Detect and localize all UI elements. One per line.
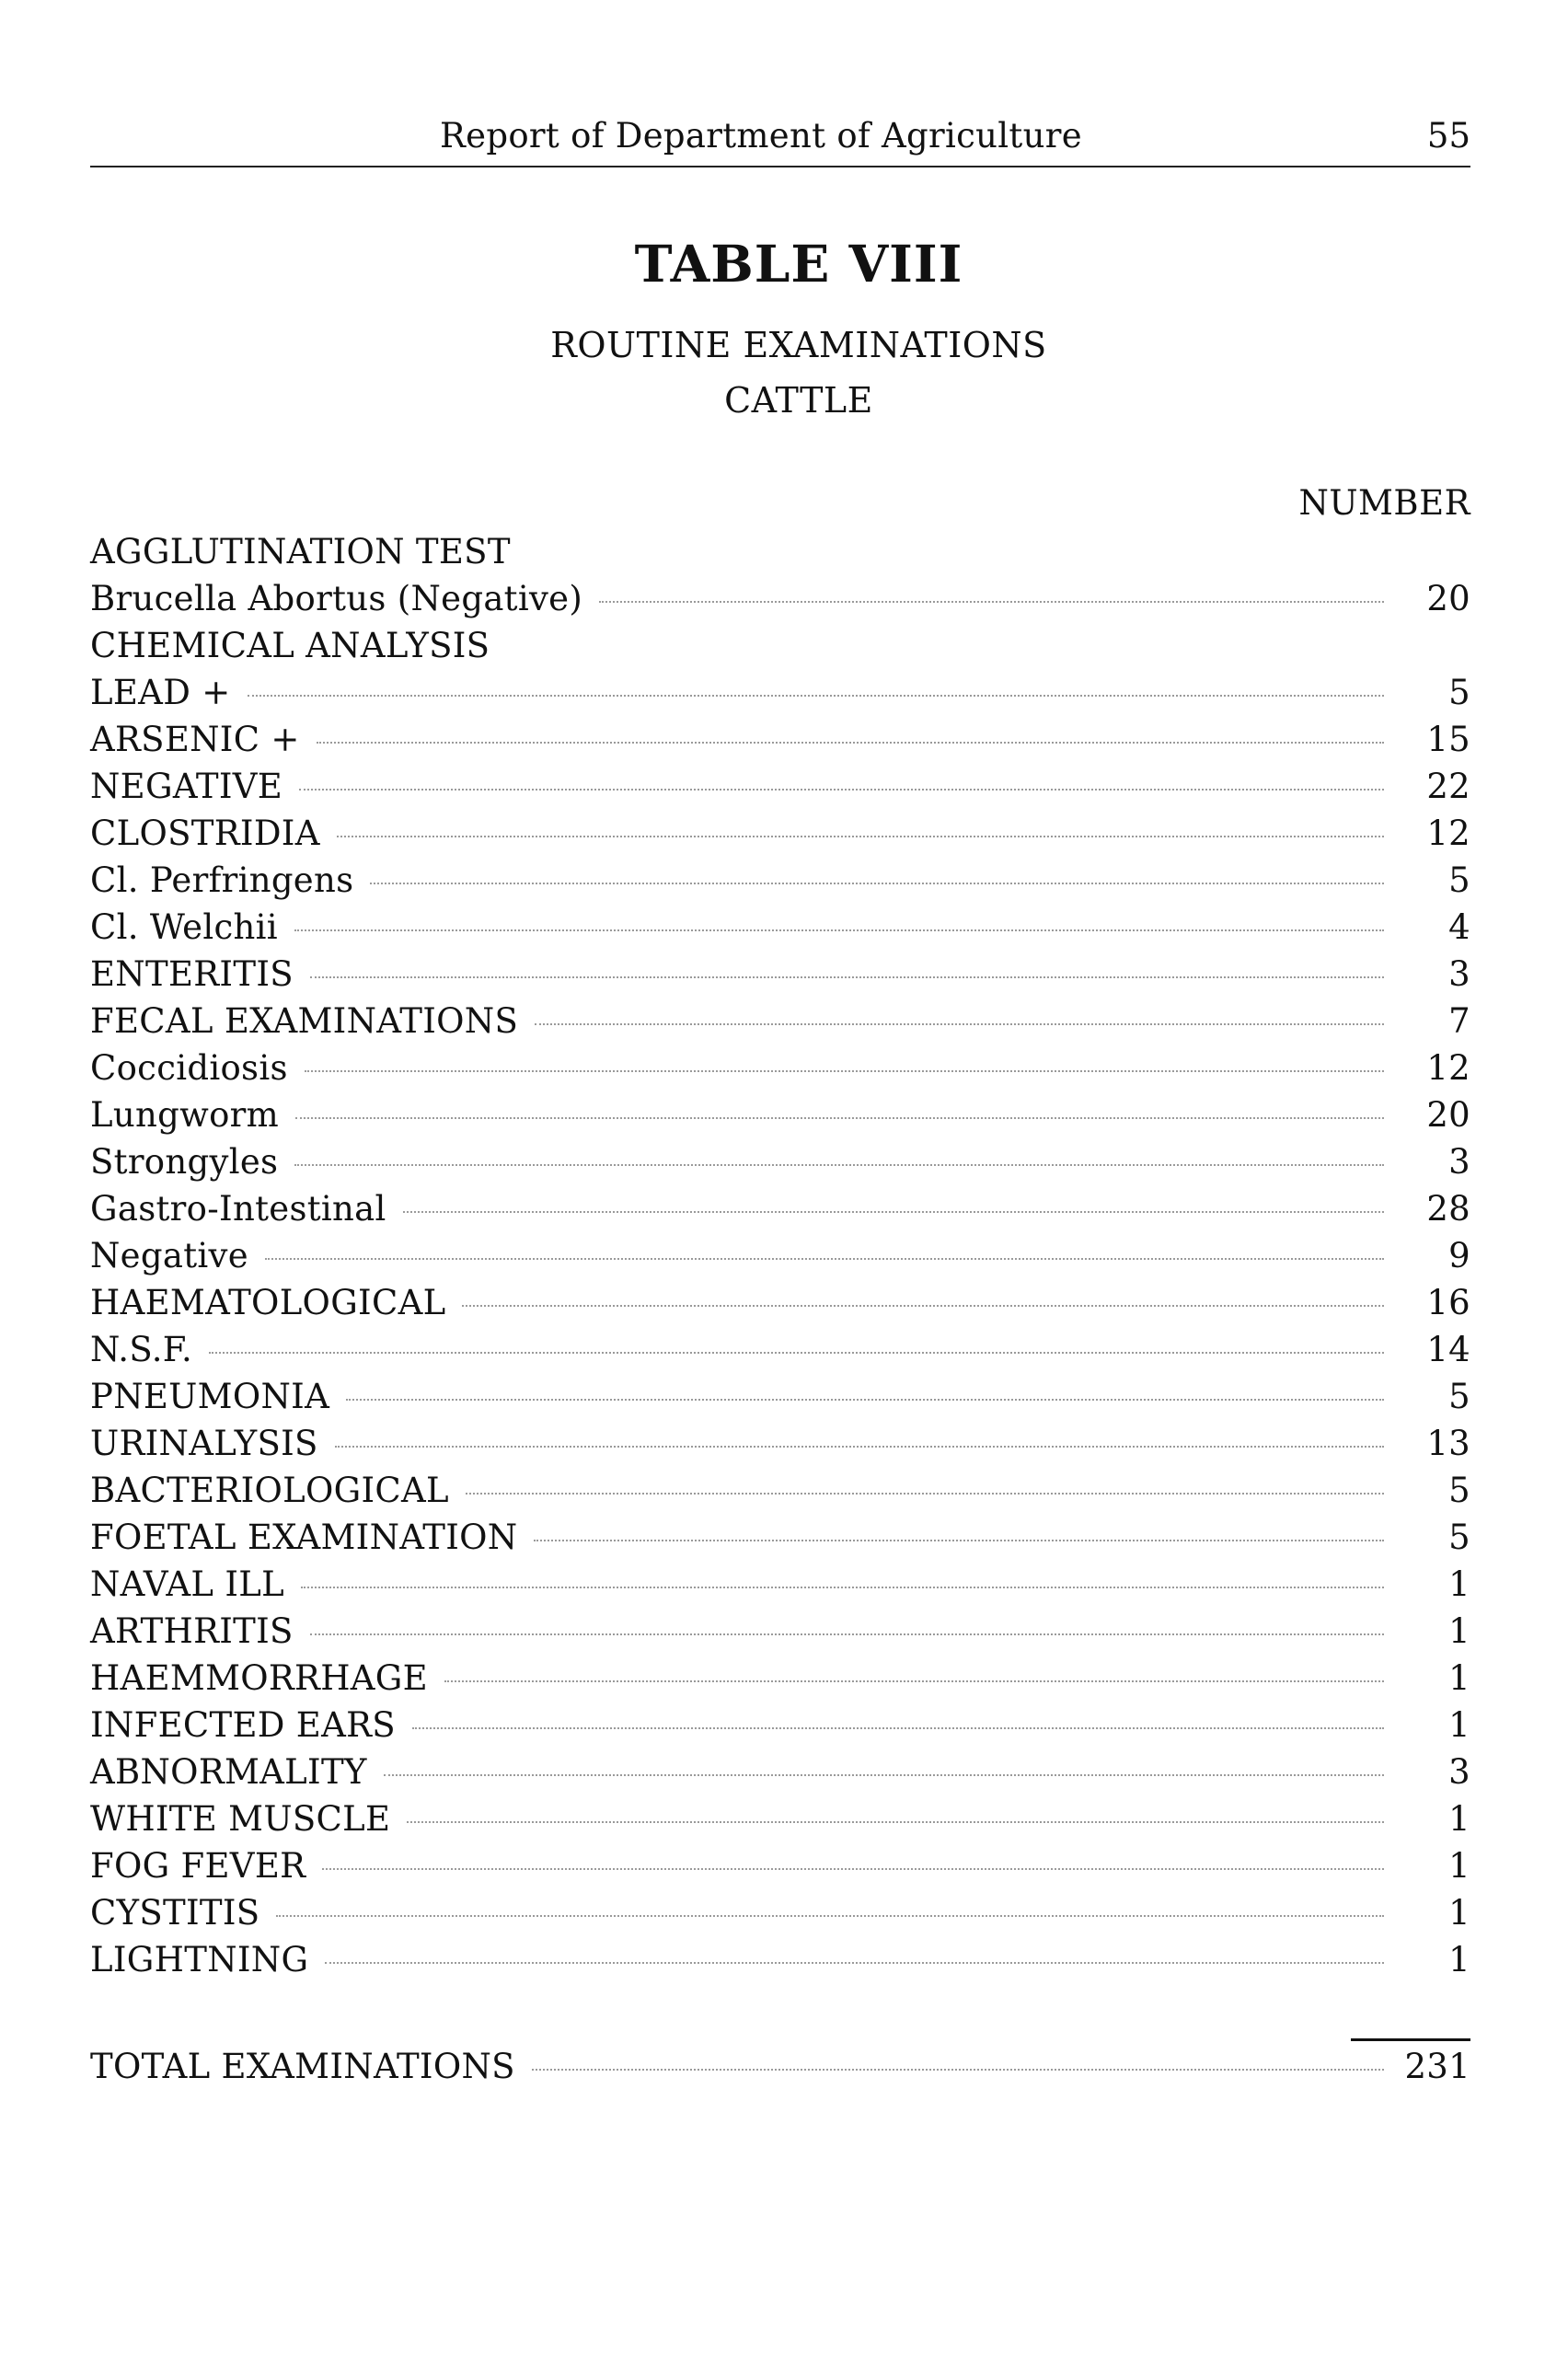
dot-leader (534, 1540, 1384, 1541)
dot-leader (535, 1023, 1384, 1025)
row-value: 5 (1448, 1471, 1470, 1510)
table-row (90, 1142, 1470, 1189)
total-row (90, 2047, 1470, 2094)
row-label: NEGATIVE (90, 767, 283, 806)
row-value: 1 (1448, 1799, 1470, 1839)
row-value: 16 (1426, 1283, 1470, 1322)
row-value: 13 (1426, 1424, 1470, 1463)
running-header (90, 109, 1470, 167)
total-rule (1351, 2038, 1470, 2041)
document-page (90, 109, 1470, 2094)
table-row (90, 1940, 1470, 1987)
row-label: NAVAL ILL (90, 1564, 284, 1604)
row-value: 1 (1448, 1940, 1470, 1979)
row-label: FOG FEVER (90, 1846, 306, 1886)
table-row (90, 1846, 1470, 1893)
dot-leader (346, 1399, 1384, 1401)
dot-leader (412, 1727, 1384, 1729)
row-label: INFECTED EARS (90, 1705, 396, 1745)
row-label: FOETAL EXAMINATION (90, 1518, 518, 1557)
row-label: Brucella Abortus (Negative) (90, 579, 583, 618)
table-row (90, 1330, 1470, 1377)
dot-leader (295, 1117, 1384, 1119)
examination-list (90, 532, 1470, 1987)
row-label: Gastro-Intestinal (90, 1189, 386, 1229)
row-label: CYSTITIS (90, 1893, 260, 1933)
row-value: 5 (1448, 860, 1470, 900)
row-label: Negative (90, 1236, 248, 1275)
dot-leader (337, 836, 1384, 837)
table-row (90, 1001, 1470, 1048)
table-title: TABLE VIII (634, 234, 963, 294)
row-label: Cl. Welchii (90, 907, 278, 947)
row-label: N.S.F. (90, 1330, 193, 1369)
row-value: 20 (1426, 1095, 1470, 1135)
dot-leader (276, 1915, 1384, 1917)
column-header-number: NUMBER (1298, 483, 1470, 523)
table-row (90, 1564, 1470, 1611)
table-category: CATTLE (724, 380, 873, 421)
table-row (90, 1048, 1470, 1095)
dot-leader (301, 1587, 1384, 1588)
row-label: ARSENIC + (90, 720, 300, 759)
row-value: 12 (1426, 1048, 1470, 1088)
row-label: LIGHTNING (90, 1940, 309, 1979)
dot-leader (294, 1164, 1384, 1166)
dot-leader (310, 1633, 1384, 1635)
table-row (90, 907, 1470, 954)
dot-leader (462, 1305, 1384, 1307)
row-value: 3 (1448, 1142, 1470, 1182)
row-value: 1 (1448, 1846, 1470, 1886)
row-value: 12 (1426, 814, 1470, 853)
dot-leader (370, 883, 1384, 884)
table-row (90, 1236, 1470, 1283)
total-label: TOTAL EXAMINATIONS (90, 2047, 515, 2086)
row-value: 20 (1426, 579, 1470, 618)
row-label: ARTHRITIS (90, 1611, 294, 1651)
row-label: PNEUMONIA (90, 1377, 330, 1416)
row-label: CLOSTRIDIA (90, 814, 320, 853)
table-row (90, 1424, 1470, 1471)
row-value: 28 (1426, 1189, 1470, 1229)
row-value: 5 (1448, 1377, 1470, 1416)
table-row (90, 1799, 1470, 1846)
row-label: WHITE MUSCLE (90, 1799, 391, 1839)
table-row (90, 1518, 1470, 1564)
dot-leader (305, 1070, 1384, 1072)
dot-leader (335, 1446, 1384, 1448)
row-value: 1 (1448, 1705, 1470, 1745)
dot-leader (317, 742, 1384, 744)
row-label: URINALYSIS (90, 1424, 318, 1463)
table-row (90, 1095, 1470, 1142)
dot-leader (322, 1868, 1384, 1870)
table-row (90, 1752, 1470, 1799)
row-value: 5 (1448, 1518, 1470, 1557)
row-label: Lungworm (90, 1095, 280, 1135)
row-value: 1 (1448, 1893, 1470, 1933)
dot-leader (466, 1493, 1384, 1495)
row-value: 22 (1426, 767, 1470, 806)
table-row (90, 579, 1470, 626)
dot-leader (265, 1258, 1384, 1260)
row-value: 15 (1426, 720, 1470, 759)
table-row (90, 1377, 1470, 1424)
row-value: 1 (1448, 1564, 1470, 1604)
row-label: BACTERIOLOGICAL (90, 1471, 449, 1510)
row-value: 1 (1448, 1611, 1470, 1651)
dot-leader (444, 1680, 1384, 1682)
dot-leader (599, 601, 1384, 603)
row-label: AGGLUTINATION TEST (90, 532, 511, 571)
table-row (90, 954, 1470, 1001)
table-row (90, 1611, 1470, 1658)
row-label: ENTERITIS (90, 954, 294, 994)
row-value: 4 (1448, 907, 1470, 947)
table-row (90, 673, 1470, 720)
row-label: FECAL EXAMINATIONS (90, 1001, 519, 1041)
row-label: Strongyles (90, 1142, 279, 1182)
row-label: Coccidiosis (90, 1048, 288, 1088)
dot-leader (325, 1962, 1384, 1964)
table-row (90, 1283, 1470, 1330)
table-row (90, 720, 1470, 767)
dot-leader (407, 1821, 1384, 1823)
table-row (90, 1658, 1470, 1705)
dot-leader (403, 1211, 1384, 1213)
row-value: 7 (1448, 1001, 1470, 1041)
table-subtitle: ROUTINE EXAMINATIONS (550, 325, 1047, 365)
row-label: LEAD + (90, 673, 231, 712)
row-label: HAEMMORRHAGE (90, 1658, 428, 1698)
row-value: 14 (1426, 1330, 1470, 1369)
row-label: CHEMICAL ANALYSIS (90, 626, 490, 665)
running-title: Report of Department of Agriculture (440, 116, 1082, 156)
table-row (90, 626, 1470, 673)
page-number: 55 (1426, 116, 1470, 156)
table-row (90, 1893, 1470, 1940)
table-row (90, 1471, 1470, 1518)
total-value: 231 (1404, 2047, 1470, 2086)
row-value: 5 (1448, 673, 1470, 712)
dot-leader (384, 1774, 1384, 1776)
table-row (90, 860, 1470, 907)
table-row (90, 532, 1470, 579)
table-row (90, 1705, 1470, 1752)
row-value: 3 (1448, 1752, 1470, 1792)
row-label: Cl. Perfringens (90, 860, 354, 900)
dot-leader (209, 1352, 1384, 1354)
dot-leader (299, 789, 1384, 791)
table-row (90, 814, 1470, 860)
row-value: 1 (1448, 1658, 1470, 1698)
dot-leader (248, 695, 1384, 697)
row-label: ABNORMALITY (90, 1752, 367, 1792)
dot-leader (294, 929, 1384, 931)
row-value: 3 (1448, 954, 1470, 994)
dot-leader (532, 2069, 1384, 2071)
table-row (90, 767, 1470, 814)
table-row (90, 1189, 1470, 1236)
dot-leader (310, 976, 1384, 978)
row-label: HAEMATOLOGICAL (90, 1283, 446, 1322)
row-value: 9 (1448, 1236, 1470, 1275)
